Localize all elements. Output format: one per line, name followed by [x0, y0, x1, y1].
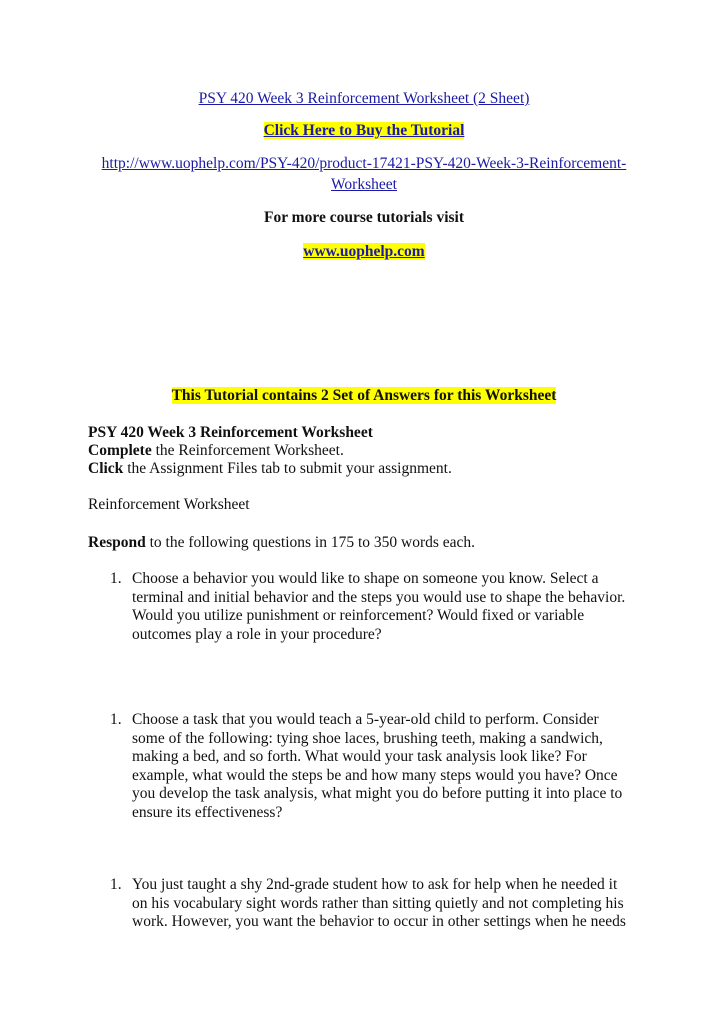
- question-line: Choose a behavior you would like to shape on someone you know. Select a: [132, 570, 599, 587]
- complete-bold: Complete: [88, 442, 152, 459]
- site-link[interactable]: www.uophelp.com: [303, 243, 425, 260]
- complete-text: the Reinforcement Worksheet.: [151, 442, 344, 459]
- question-line: making a bed, and so forth. What would your task analysis look like? For: [132, 748, 587, 765]
- site-line: [0, 242, 728, 262]
- answers-notice: This Tutorial contains 2 Set of Answers for this Worksheet: [171, 387, 557, 404]
- question-line: some of the following: tying shoe laces, brushing teeth, making a sandwich,: [132, 729, 603, 747]
- question-line: You just taught a shy 2nd-grade student how to ask for help when he needed it: [132, 876, 618, 893]
- notice-line: [0, 386, 728, 406]
- assignment-heading: PSY 420 Week 3 Reinforcement Worksheet: [88, 424, 373, 441]
- more-tutorials-text: For more course tutorials visit: [263, 209, 465, 226]
- question-line: outcomes play a role in your procedure?: [132, 625, 382, 643]
- question-line: terminal and initial behavior and the steps you would use to shape the behavior.: [132, 588, 626, 606]
- question-text: [132, 570, 625, 644]
- buy-tutorial-link[interactable]: Click Here to Buy the Tutorial: [263, 122, 465, 139]
- product-url-link-continued[interactable]: Worksheet: [331, 176, 397, 193]
- question-line: Would you utilize punishment or reinforcement? Would fixed or variable: [132, 607, 585, 624]
- question-line: on his vocabulary sight words rather than sitting quietly and not completing his: [132, 894, 624, 912]
- question-text: [132, 876, 626, 932]
- click-text: the Assignment Files tab to submit your assignment.: [123, 460, 452, 477]
- worksheet-subheading: Reinforcement Worksheet: [88, 496, 250, 513]
- url-line-1: [0, 154, 728, 174]
- question-number: 1.: [110, 876, 122, 893]
- question-line: Choose a task that you would teach a 5-year-old child to perform. Consider: [132, 711, 599, 728]
- question-number: 1.: [110, 570, 122, 587]
- click-bold: Click: [88, 460, 124, 477]
- title-link[interactable]: PSY 420 Week 3 Reinforcement Worksheet (2 Sheet): [198, 90, 530, 107]
- question-text: [132, 711, 622, 822]
- respond-instruction: [88, 534, 475, 553]
- respond-text: to the following questions in 175 to 350 words each.: [145, 534, 476, 551]
- click-instruction: [88, 460, 452, 479]
- question-line: example, what would the steps be and how many steps would you have? Once: [132, 766, 618, 784]
- question-line: you develop the task analysis, what might you do before putting it into place to: [132, 785, 623, 802]
- product-url-link[interactable]: http://www.uophelp.com/PSY-420/product-17421-PSY-420-Week-3-Reinforcement-: [101, 155, 627, 172]
- complete-instruction: [88, 442, 344, 461]
- url-line-2: [0, 175, 728, 195]
- buy-line: [0, 121, 728, 141]
- respond-bold: Respond: [88, 534, 146, 551]
- question-line: work. However, you want the behavior to occur in other settings when he needs: [132, 913, 626, 930]
- question-number: 1.: [110, 711, 122, 728]
- title-line: [0, 89, 728, 109]
- question-line: ensure its effectiveness?: [132, 803, 283, 821]
